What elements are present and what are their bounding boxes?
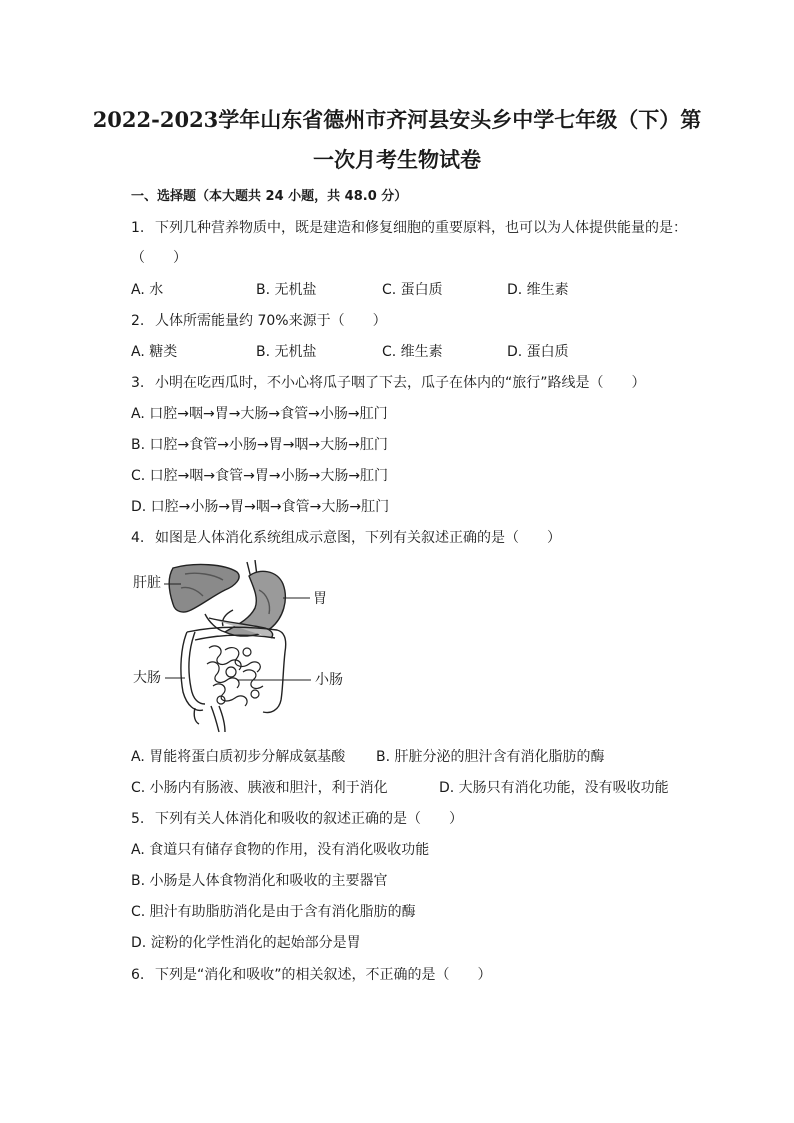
digestive-system-illustration xyxy=(125,560,365,735)
question-text: 人体所需能量约 70%来源于（ ） xyxy=(155,313,387,329)
question-4-option-b: B. 肝脏分泌的胆汁含有消化脂肪的酶 xyxy=(376,749,605,765)
question-3-stem xyxy=(131,373,646,393)
page-title-line-1: 2022-2023学年山东省德州市齐河县安头乡中学七年级（下）第 xyxy=(92,107,702,132)
question-1-option-d: D. 维生素 xyxy=(507,282,569,298)
question-2-option-c: C. 维生素 xyxy=(382,344,443,360)
page-title-line-2: 一次月考生物试卷 xyxy=(313,147,481,172)
question-text: 下列有关人体消化和吸收的叙述正确的是（ ） xyxy=(155,811,463,827)
question-4-option-d: D. 大肠只有消化功能，没有吸收功能 xyxy=(439,780,669,796)
question-1-option-b: B. 无机盐 xyxy=(256,282,317,298)
question-number: 4. xyxy=(131,530,145,546)
question-1-option-a: A. 水 xyxy=(131,282,164,298)
question-2-option-a: A. 糖类 xyxy=(131,344,178,360)
question-text: 下列几种营养物质中，既是建造和修复细胞的重要原料，也可以为人体提供能量的是： xyxy=(155,220,687,236)
question-text: 小明在吃西瓜时，不小心将瓜子咽了下去，瓜子在体内的“旅行”路线是（ ） xyxy=(155,375,646,391)
question-5-option-d: D. 淀粉的化学性消化的起始部分是胃 xyxy=(131,935,361,951)
question-4-option-c: C. 小肠内有肠液、胰液和胆汁，利于消化 xyxy=(131,780,388,796)
question-1-stem-continued: （ ） xyxy=(131,250,187,266)
question-5-option-c: C. 胆汁有助脂肪消化是由于含有消化脂肪的酶 xyxy=(131,904,416,920)
question-6-stem xyxy=(131,965,492,985)
question-2-stem xyxy=(131,311,387,331)
question-4-stem xyxy=(131,528,561,548)
digestive-system-diagram xyxy=(125,560,365,735)
question-number: 3. xyxy=(131,375,145,391)
question-3-option-d: D. 口腔→小肠→胃→咽→食管→大肠→肛门 xyxy=(131,499,390,515)
question-number: 1. xyxy=(131,220,145,236)
question-1-stem xyxy=(131,218,687,238)
question-3-option-b: B. 口腔→食管→小肠→胃→咽→大肠→肛门 xyxy=(131,437,388,453)
question-text: 如图是人体消化系统组成示意图，下列有关叙述正确的是（ ） xyxy=(155,530,561,546)
question-2-option-b: B. 无机盐 xyxy=(256,344,317,360)
question-5-option-b: B. 小肠是人体食物消化和吸收的主要器官 xyxy=(131,873,388,889)
question-number: 6. xyxy=(131,967,145,983)
question-2-option-d: D. 蛋白质 xyxy=(507,344,569,360)
small-intestine-label: 小肠 xyxy=(315,672,343,688)
stomach-label: 胃 xyxy=(313,591,327,607)
question-text: 下列是“消化和吸收”的相关叙述，不正确的是（ ） xyxy=(155,967,492,983)
liver-label: 肝脏 xyxy=(133,575,161,591)
question-3-option-c: C. 口腔→咽→食管→胃→小肠→大肠→肛门 xyxy=(131,468,389,484)
question-5-option-a: A. 食道只有储存食物的作用，没有消化吸收功能 xyxy=(131,842,430,858)
question-number: 2. xyxy=(131,313,145,329)
question-number: 5. xyxy=(131,811,145,827)
question-3-option-a: A. 口腔→咽→胃→大肠→食管→小肠→肛门 xyxy=(131,406,388,422)
question-4-option-a: A. 胃能将蛋白质初步分解成氨基酸 xyxy=(131,749,346,765)
large-intestine-label: 大肠 xyxy=(133,670,161,686)
section-heading: 一、选择题（本大题共 24 小题，共 48.0 分） xyxy=(131,189,408,204)
question-1-option-c: C. 蛋白质 xyxy=(382,282,443,298)
question-5-stem xyxy=(131,809,463,829)
